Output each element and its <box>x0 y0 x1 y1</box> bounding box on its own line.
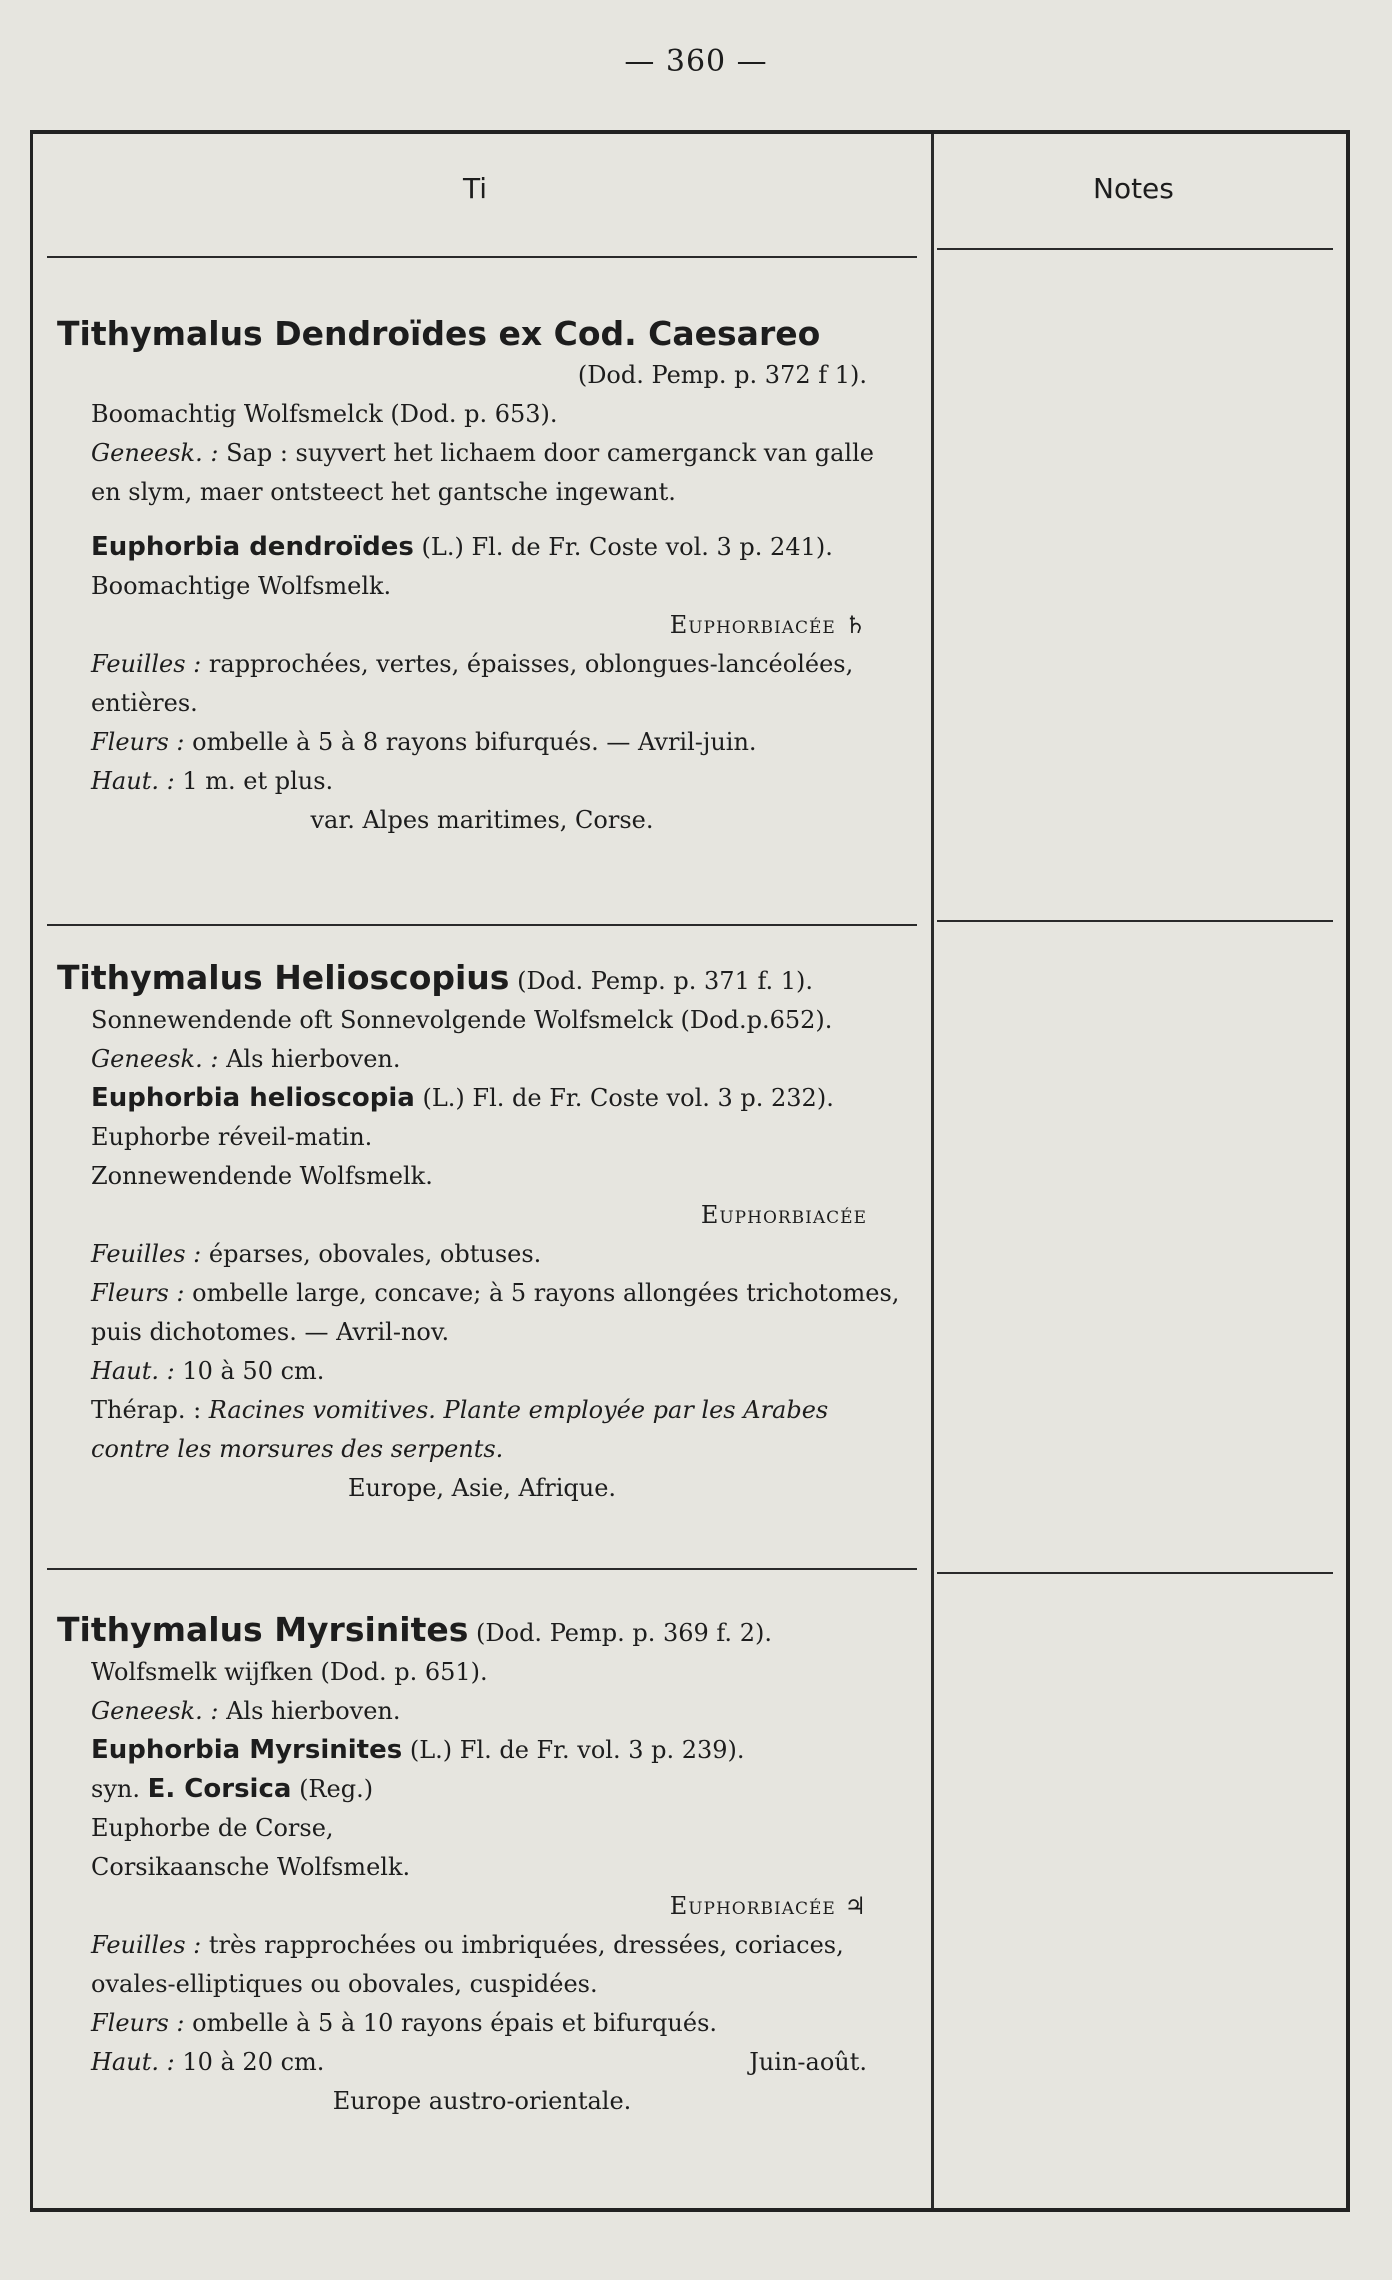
main-column-header: Ti <box>463 172 488 205</box>
entry-dendroides <box>57 312 907 840</box>
modern-name: Euphorbia dendroïdes <box>91 532 414 562</box>
fleurs-text: ombelle à 5 à 8 rayons bifurqués. — Avril-juin. <box>192 728 757 756</box>
notes-column-header: Notes <box>1093 172 1174 205</box>
feuilles-label: Feuilles : <box>91 650 202 678</box>
haut-text: 10 à 50 cm. <box>182 1357 325 1385</box>
vernacular-fr: Euphorbe de Corse, <box>91 1814 334 1842</box>
entry-title-ref: (Dod. Pemp. p. 369 f. 2). <box>476 1619 772 1647</box>
table-frame <box>30 130 1350 2212</box>
haut-label: Haut. : <box>91 1357 175 1385</box>
entry-title-ref: (Dod. Pemp. p. 372 f 1). <box>577 361 867 389</box>
vernacular-new: Boomachtige Wolfsmelk. <box>91 572 392 600</box>
distribution: Europe austro-orientale. <box>332 2087 632 2115</box>
page-number: — 360 — <box>624 44 768 79</box>
entry-divider-notes <box>937 1572 1333 1574</box>
fleurs-text: ombelle à 5 à 10 rayons épais et bifurqués. <box>192 2009 718 2037</box>
entry-myrsinites <box>57 1608 907 2121</box>
family-label: Euphorbiacée ♃ <box>669 1892 867 1920</box>
fleurs-label: Fleurs : <box>91 728 185 756</box>
vernacular-new: Corsikaansche Wolfsmelk. <box>91 1853 411 1881</box>
modern-ref: (L.) Fl. de Fr. Coste vol. 3 p. 241). <box>421 533 833 561</box>
family-label: Euphorbiacée <box>700 1201 867 1229</box>
feuilles-label: Feuilles : <box>91 1240 202 1268</box>
distribution: Europe, Asie, Afrique. <box>347 1474 617 1502</box>
therap-label: Thérap. : <box>91 1396 202 1424</box>
family-label: Euphorbiacée ♄ <box>669 611 867 639</box>
entry-divider-notes <box>937 920 1333 922</box>
modern-ref: (L.) Fl. de Fr. Coste vol. 3 p. 232). <box>422 1084 834 1112</box>
entry-title: Tithymalus Myrsinites <box>57 1610 469 1649</box>
entry-divider <box>47 1568 917 1570</box>
modern-ref: (L.) Fl. de Fr. vol. 3 p. 239). <box>409 1736 745 1764</box>
haut-label: Haut. : <box>91 2048 175 2076</box>
feuilles-text: rapprochées, vertes, épaisses, oblongues-lancéolées, entières. <box>91 650 854 717</box>
vernacular-old: Sonnewendende oft Sonnevolgende Wolfsmelck (Dod.p.652). <box>91 1006 833 1034</box>
entry-helioscopius <box>57 956 907 1508</box>
geneesk-label: Geneesk. : <box>91 1045 219 1073</box>
entry-title: Tithymalus Helioscopius <box>57 958 510 997</box>
vernacular-new: Zonnewendende Wolfsmelk. <box>91 1162 433 1190</box>
header-rule-notes <box>937 248 1333 250</box>
syn-ref: (Reg.) <box>299 1775 374 1803</box>
modern-name: Euphorbia Myrsinites <box>91 1735 403 1765</box>
entry-title: Tithymalus Dendroïdes ex Cod. Caesareo <box>57 314 821 353</box>
header-rule <box>47 256 917 258</box>
syn-name: E. Corsica <box>147 1774 292 1804</box>
feuilles-label: Feuilles : <box>91 1931 202 1959</box>
modern-name: Euphorbia helioscopia <box>91 1083 415 1113</box>
fleurs-text: ombelle large, concave; à 5 rayons allongées trichotomes, puis dichotomes. — Avril-nov. <box>91 1279 900 1346</box>
syn-label: syn. <box>91 1775 140 1803</box>
entry-title-ref: (Dod. Pemp. p. 371 f. 1). <box>517 967 814 995</box>
haut-label: Haut. : <box>91 767 175 795</box>
vernacular-fr: Euphorbe réveil-matin. <box>91 1123 373 1151</box>
fleurs-label: Fleurs : <box>91 1279 185 1307</box>
entry-divider <box>47 924 917 926</box>
geneesk-text: Sap : suyvert het lichaem door camerganck van galle en slym, maer ontsteect het gantsche ingewant. <box>91 439 874 506</box>
haut-text: 10 à 20 cm. <box>182 2048 325 2076</box>
geneesk-text: Als hierboven. <box>226 1697 401 1725</box>
season: Juin-août. <box>749 2048 867 2076</box>
haut-text: 1 m. et plus. <box>182 767 334 795</box>
feuilles-text: très rapprochées ou imbriquées, dressées, coriaces, ovales-elliptiques ou obovales, cuspidées. <box>91 1931 844 1998</box>
therap-text: Racines vomitives. Plante employée par les Arabes contre les morsures des serpents. <box>91 1396 829 1463</box>
geneesk-label: Geneesk. : <box>91 439 219 467</box>
geneesk-label: Geneesk. : <box>91 1697 219 1725</box>
vernacular-old: Wolfsmelk wijfken (Dod. p. 651). <box>91 1658 488 1686</box>
fleurs-label: Fleurs : <box>91 2009 185 2037</box>
distribution: var. Alpes maritimes, Corse. <box>310 806 654 834</box>
vernacular-old: Boomachtig Wolfsmelck (Dod. p. 653). <box>91 400 558 428</box>
geneesk-text: Als hierboven. <box>226 1045 401 1073</box>
feuilles-text: éparses, obovales, obtuses. <box>208 1240 542 1268</box>
column-divider <box>931 134 934 2208</box>
